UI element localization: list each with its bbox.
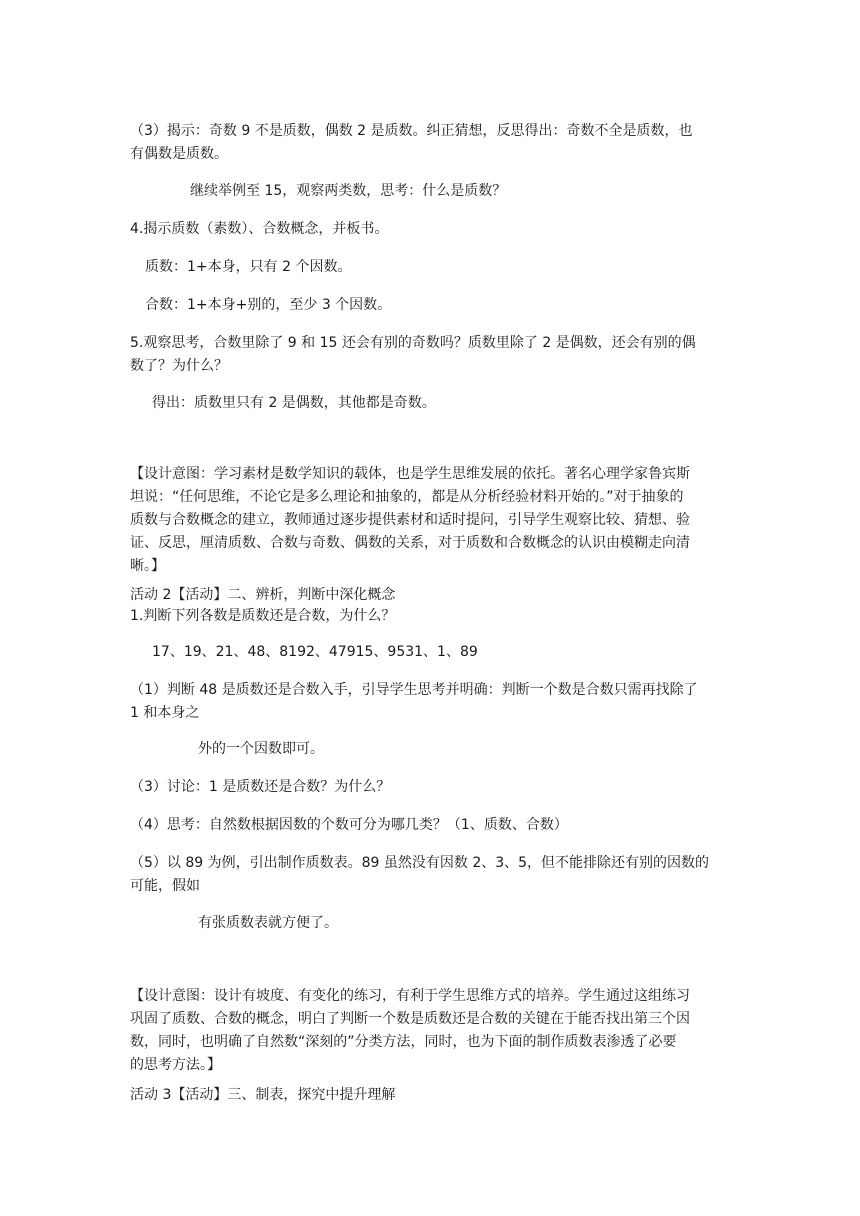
- step1-line2: 1 和本身之: [130, 705, 200, 721]
- design-intent2-line4: 的思考方法。】: [130, 1057, 221, 1073]
- paragraph-continue: 继续举例至 15，观察两类数，思考：什么是质数？: [190, 183, 507, 199]
- step5-line2: 可能，假如: [130, 878, 200, 894]
- step4: （4）思考：自然数根据因数的个数可分为哪几类？（1、质数、合数）: [130, 817, 568, 833]
- step1-line3: 外的一个因数即可。: [198, 741, 324, 757]
- activity2-heading: 活动 2【活动】二、辨析，判断中深化概念: [130, 587, 396, 603]
- step5-line3: 有张质数表就方便了。: [198, 915, 338, 931]
- design-intent2-line2: 巩固了质数、合数的概念，明白了判断一个数是质数还是合数的关键在于能否找出第三个因: [130, 1011, 690, 1027]
- step3: （3）讨论：1 是质数还是合数？为什么？: [130, 779, 391, 795]
- number-list: 17、19、21、48、8192、47915、9531、1、89: [152, 644, 478, 660]
- step5-line1: （5）以 89 为例，引出制作质数表。89 虽然没有因数 2、3、5，但不能排除还有别的因数的: [130, 855, 710, 871]
- design-intent1-line5: 晰。】: [130, 558, 165, 574]
- paragraph-reveal-line2: 有偶数是质数。: [130, 146, 228, 162]
- design-intent1-line3: 质数与合数概念的建立，教师通过逐步提供素材和适时提问，引导学生观察比较、猜想、验: [130, 512, 690, 528]
- paragraph-reveal-line1: （3）揭示：奇数 9 不是质数，偶数 2 是质数。纠正猜想，反思得出：奇数不全是质数，也: [130, 123, 693, 139]
- design-intent1-line2: 坦说：“任何思维，不论它是多么理论和抽象的，都是从分析经验材料开始的。”对于抽象的: [130, 489, 684, 505]
- paragraph-composite-def: 合数：1+本身+别的，至少 3 个因数。: [145, 297, 392, 313]
- step1-line1: （1）判断 48 是质数还是合数入手，引导学生思考并明确：判断一个数是合数只需再找除了: [130, 682, 698, 698]
- question-1: 1.判断下列各数是质数还是合数，为什么？: [130, 608, 396, 624]
- design-intent2-line1: 【设计意图：设计有坡度、有变化的练习，有利于学生思维方式的培养。学生通过这组练习: [130, 988, 690, 1004]
- paragraph-observe-line2: 数了？为什么？: [130, 358, 228, 374]
- paragraph-prime-def: 质数：1+本身，只有 2 个因数。: [145, 259, 352, 275]
- activity3-heading: 活动 3【活动】三、制表，探究中提升理解: [130, 1087, 396, 1103]
- design-intent1-line4: 证、反思，厘清质数、合数与奇数、偶数的关系，对于质数和合数概念的认识由模糊走向清: [130, 535, 690, 551]
- paragraph-observe-line1: 5.观察思考，合数里除了 9 和 15 还会有别的奇数吗？质数里除了 2 是偶数，还会有别的偶: [130, 335, 696, 351]
- paragraph-concept-heading: 4.揭示质数（素数）、合数概念，并板书。: [130, 221, 389, 237]
- design-intent1-line1: 【设计意图：学习素材是数学知识的载体，也是学生思维发展的依托。著名心理学家鲁宾斯: [130, 466, 690, 482]
- paragraph-conclusion: 得出：质数里只有 2 是偶数，其他都是奇数。: [152, 395, 436, 411]
- design-intent2-line3: 数，同时，也明确了自然数“深刻的”分类方法，同时，也为下面的制作质数表渗透了必要: [130, 1034, 677, 1050]
